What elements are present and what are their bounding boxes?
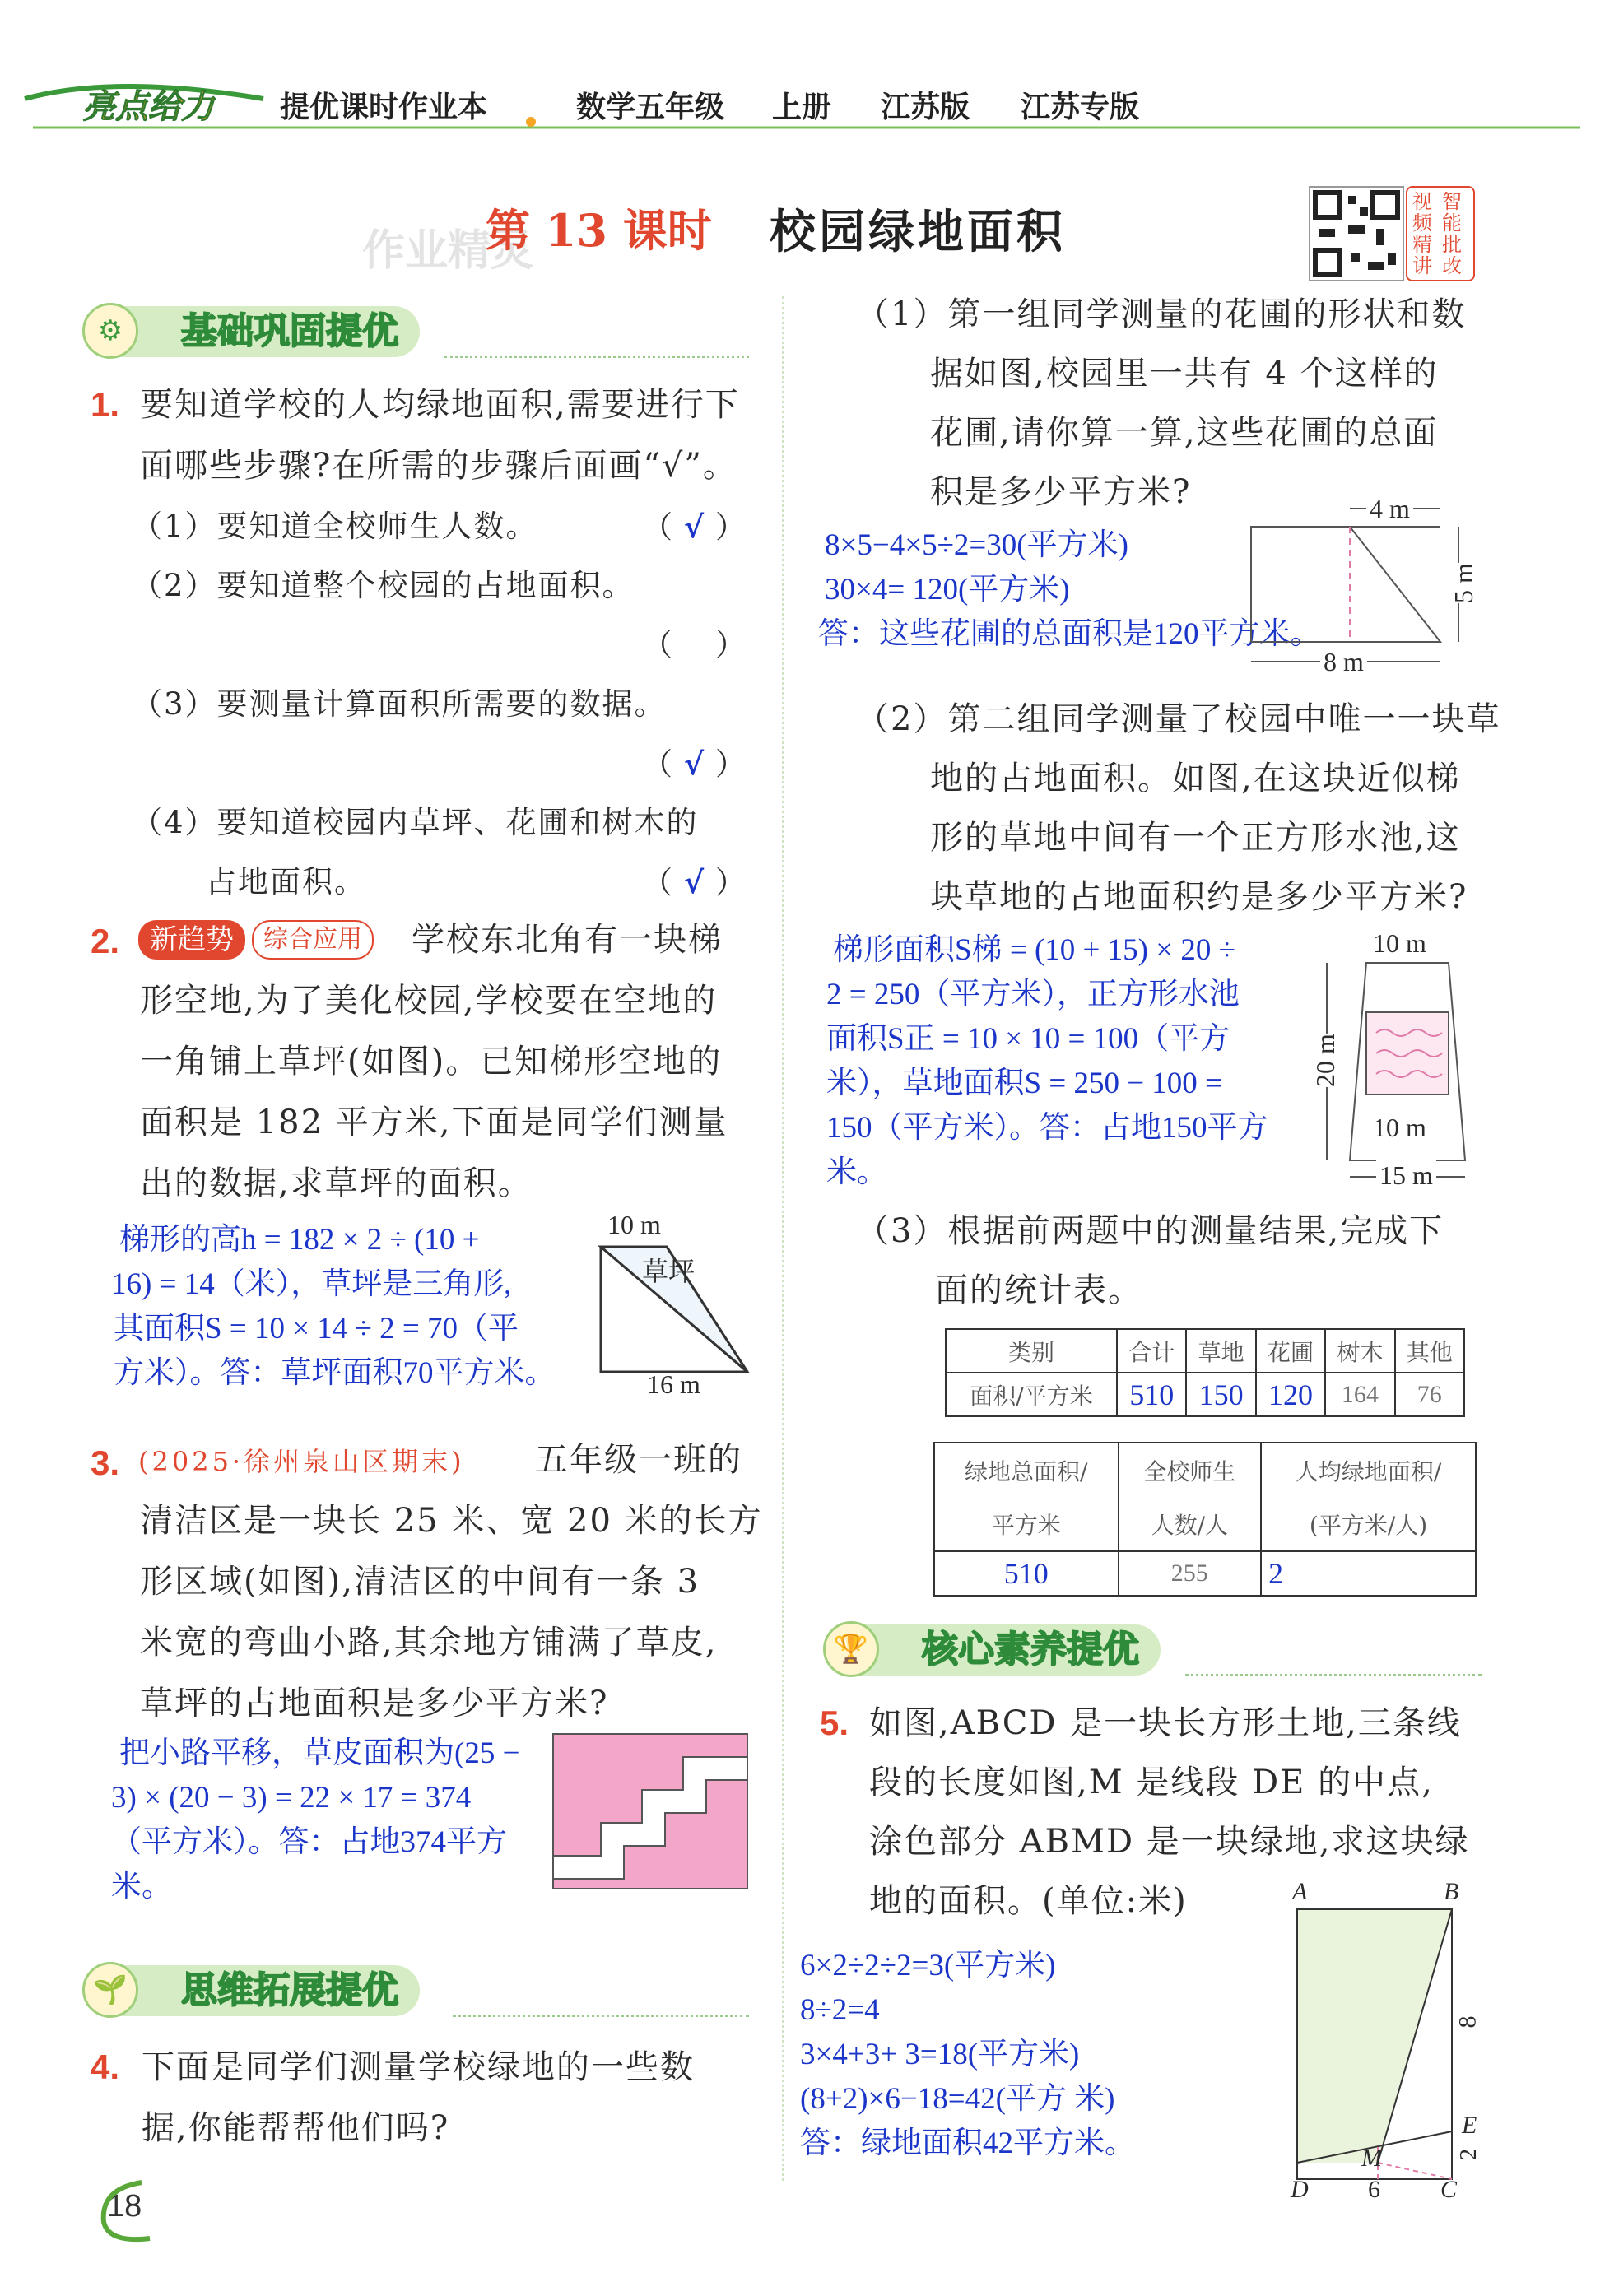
q1-item-1: （1）要知道全校师生人数。	[132, 509, 538, 544]
trophy-icon: 🏆	[823, 1621, 879, 1677]
qr-label-text-2: 智能批改	[1442, 190, 1462, 277]
th-green-area: 绿地总面积/	[934, 1443, 1119, 1497]
q4-p1-answer-3: 答：这些花圃的总面积是120平方米。	[818, 617, 1321, 651]
q5-label-M: M	[1361, 2145, 1382, 2172]
q2-answer-2: 16) = 14（米），草坪是三角形,	[111, 1267, 512, 1301]
q4-p2-answer-5: 150（平方米）。答：占地150平方	[826, 1111, 1268, 1145]
q2-line-5: 出的数据,求草坪的面积。	[140, 1164, 533, 1202]
q3-answer-1: 把小路平移，草皮面积为(25 −	[119, 1736, 520, 1770]
page-number: 18	[107, 2189, 142, 2224]
paren-left: （	[642, 509, 674, 545]
q4-p1-line-2: 据如图,校园里一共有 4 个这样的	[930, 355, 1439, 393]
q2-fig-bottom: 16 m	[647, 1369, 700, 1399]
q5-answer-5: 答：绿地面积42平方米。	[800, 2126, 1135, 2160]
cell-other: 76	[1395, 1373, 1464, 1416]
q5-answer-2: 8÷2=4	[800, 1993, 880, 2027]
q1-blank-1	[642, 497, 747, 557]
q1-item-4b: 占地面积。	[206, 864, 366, 899]
q2-line-3: 一角铺上草坪(如图)。已知梯形空地的	[140, 1043, 723, 1081]
green-area-ABMD	[1297, 1909, 1452, 2163]
section-divider	[444, 356, 749, 358]
th-total: 合计	[1117, 1329, 1186, 1373]
q2-line-2: 形空地,为了美化校园,学校要在空地的	[140, 982, 718, 1020]
section-thinking-title: 思维拓展提优	[107, 1965, 420, 2016]
q5-line-1: 如图,ABCD 是一块长方形土地,三条线	[869, 1704, 1462, 1742]
q4-p2-line-1: （2）第二组同学测量了校园中唯一一块草	[856, 700, 1501, 738]
q2-number: 2.	[91, 922, 120, 960]
q4-p1-line-1: （1）第一组同学测量的花圃的形状和数	[856, 295, 1467, 333]
header-edition: 江苏版	[881, 91, 970, 124]
square-pool	[1366, 1012, 1449, 1095]
q2-answer-1: 梯形的高h = 182 × 2 ÷ (10 +	[119, 1223, 480, 1257]
th-flowerbed: 花圃	[1256, 1329, 1325, 1373]
q5-line-4: 地的面积。(单位:米)	[869, 1882, 1188, 1920]
q5-length-2: 2	[1456, 2149, 1482, 2160]
q4-line-2: 据,你能帮帮他们吗?	[142, 2109, 450, 2147]
flowerbed-shape	[1251, 527, 1440, 642]
paren-left: （	[642, 627, 674, 662]
qr-label	[1406, 186, 1475, 281]
paren-left: （	[642, 746, 674, 782]
cell-population: 255	[1119, 1551, 1262, 1596]
q5-answer-1: 6×2÷2÷2=3(平方米)	[800, 1949, 1056, 1982]
q4-number: 4.	[91, 2047, 120, 2086]
q4-p2-answer-1: 梯形面积S梯 = (10 + 15) × 20 ÷	[833, 933, 1235, 967]
q2-line-4: 面积是 182 平方米,下面是同学们测量	[140, 1104, 728, 1141]
q3-line-4: 米宽的弯曲小路,其余地方铺满了草皮,	[140, 1624, 718, 1662]
q3-answer-4: 米。	[111, 1870, 172, 1903]
th-other: 其他	[1395, 1329, 1464, 1373]
q1-number: 1.	[91, 385, 120, 424]
paren-right: ）	[715, 865, 747, 900]
q1-blank-2	[642, 616, 747, 675]
q4-p2-answer-3: 面积S正 = 10 × 10 = 100（平方	[826, 1022, 1230, 1056]
q1-item-4a: （4）要知道校园内草坪、花圃和树木的	[132, 805, 699, 840]
stats-table-2	[933, 1442, 1477, 1597]
q4-p3-line-2: 面的统计表。	[935, 1271, 1142, 1309]
section-basic-title: 基础巩固提优	[107, 306, 420, 357]
q4-p2-answer-6: 米。	[826, 1155, 887, 1189]
q1-stem-2: 面哪些步骤?在所需的步骤后面画“√”。	[140, 447, 737, 485]
q3-answer-3: （平方米）。答：占地374平方	[111, 1825, 507, 1859]
qr-pattern	[1310, 188, 1403, 280]
section-divider	[1185, 1674, 1482, 1676]
th-grass: 草地	[1186, 1329, 1255, 1373]
q4-grassland-figure	[1317, 930, 1482, 1193]
th-population-unit: 人数/人	[1119, 1497, 1262, 1551]
q2-answer-4: 方米）。答：草坪面积70平方米。	[114, 1356, 556, 1390]
stats-table-1	[945, 1328, 1465, 1417]
q4-p1-line-4: 积是多少平方米?	[930, 473, 1192, 511]
q1-answer-1[interactable]: √	[683, 509, 706, 545]
q4-p1-fig-top: 4 m	[1366, 494, 1413, 524]
q4-p2-line-3: 形的草地中间有一个正方形水池,这	[930, 819, 1461, 857]
q2-tag-applied: 综合应用	[252, 920, 374, 960]
cell-total[interactable]: 510	[1117, 1373, 1186, 1416]
th-category: 类别	[946, 1329, 1117, 1373]
paren-left: （	[642, 865, 674, 900]
header-grade: 数学五年级	[576, 91, 725, 124]
th-trees: 树木	[1325, 1329, 1394, 1373]
q4-p2-line-2: 地的占地面积。如图,在这块近似梯	[930, 760, 1461, 797]
qr-label-text: 视频精讲	[1412, 190, 1432, 277]
q4-p2-answer-2: 2 = 250（平方米），正方形水池	[826, 978, 1240, 1011]
q2-answer-3: 其面积S = 10 × 14 ÷ 2 = 70（平	[114, 1312, 519, 1346]
q5-answer-4: (8+2)×6−18=42(平方 米)	[800, 2082, 1115, 2116]
q3-line-2: 清洁区是一块长 25 米、宽 20 米的长方	[140, 1502, 763, 1540]
q1-answer-4[interactable]: √	[683, 864, 706, 900]
header-bar	[16, 66, 1580, 132]
q1-item-3: （3）要测量计算面积所需要的数据。	[132, 686, 667, 722]
header-subtitle: 提优课时作业本	[280, 91, 488, 124]
paren-right: ）	[715, 746, 747, 782]
q1-blank-3	[642, 734, 747, 794]
q3-source: (2025·徐州泉山区期末)	[138, 1446, 465, 1477]
paren-right: ）	[715, 509, 747, 545]
q3-number: 3.	[91, 1443, 120, 1482]
q5-label-C: C	[1440, 2176, 1458, 2203]
section-divider	[453, 2015, 749, 2017]
q3-line-1: 五年级一班的	[535, 1441, 742, 1479]
q3-answer-2: 3) × (20 − 3) = 22 × 17 = 374	[111, 1781, 472, 1815]
q4-p3-line-1: （3）根据前两题中的测量结果,完成下	[856, 1212, 1444, 1250]
q5-number: 5.	[820, 1703, 849, 1742]
q4-p2-answer-4: 米），草地面积S = 250 − 100 =	[826, 1067, 1222, 1100]
q4-p2-fig-inner: 10 m	[1373, 1113, 1426, 1142]
q4-p1-fig-bottom: 8 m	[1320, 647, 1367, 677]
q1-blank-4	[642, 853, 747, 913]
q4-p2-line-4: 块草地的占地面积约是多少平方米?	[930, 878, 1468, 916]
q5-line-3: 涂色部分 ABMD 是一块绿地,求这块绿	[869, 1823, 1470, 1861]
brand-logo: 亮点给力	[82, 88, 214, 126]
th-per-capita: 人均绿地面积/	[1261, 1443, 1476, 1497]
paren-right: ）	[715, 627, 747, 662]
q5-line-2: 段的长度如图,M 是线段 DE 的中点,	[869, 1764, 1434, 1801]
q5-rectangle-figure	[1284, 1893, 1498, 2189]
q3-line-5: 草坪的占地面积是多少平方米?	[140, 1685, 609, 1722]
q4-p2-fig-side: 20 m	[1310, 1034, 1340, 1087]
q2-fig-lawn: 草坪	[642, 1256, 696, 1287]
sprout-icon: 🌱	[82, 1962, 138, 2018]
header-volume: 上册	[772, 91, 832, 124]
q1-answer-3[interactable]: √	[683, 746, 706, 782]
q4-line-1: 下面是同学们测量学校绿地的一些数	[142, 2048, 695, 2086]
watermark: 作业精灵	[362, 226, 534, 276]
q5-label-A: A	[1292, 1878, 1308, 1905]
th-green-area-unit: 平方米	[934, 1497, 1119, 1551]
q5-label-E: E	[1462, 2112, 1477, 2139]
cell-trees: 164	[1325, 1373, 1394, 1416]
q3-line-3: 形区域(如图),清洁区的中间有一条 3	[140, 1563, 700, 1601]
qr-code[interactable]	[1309, 186, 1404, 281]
q2-line-1: 学校东北角有一块梯	[412, 921, 723, 959]
q5-label-B: B	[1444, 1878, 1459, 1905]
q4-p1-answer-1: 8×5−4×5÷2=30(平方米)	[825, 528, 1128, 562]
lesson-title: 校园绿地面积	[770, 205, 1066, 259]
page-swirl-icon	[92, 2173, 166, 2247]
q4-p2-fig-bottom: 15 m	[1376, 1160, 1436, 1191]
cell-grass[interactable]: 150	[1186, 1373, 1255, 1416]
q4-p2-fig-top: 10 m	[1373, 928, 1426, 958]
section-core-title: 核心素养提优	[848, 1624, 1161, 1676]
q3-lawn-figure	[551, 1732, 749, 1890]
row-label-area: 面积/平方米	[946, 1373, 1117, 1416]
column-divider	[782, 296, 784, 2181]
q1-stem-1: 要知道学校的人均绿地面积,需要进行下	[140, 386, 740, 424]
q2-fig-top: 10 m	[607, 1210, 661, 1239]
th-per-capita-unit: (平方米/人)	[1261, 1497, 1476, 1551]
lesson-number: 第 13 课时	[486, 204, 712, 257]
cell-per-capita[interactable]: 2	[1261, 1551, 1476, 1596]
gear-icon: ⚙	[82, 303, 138, 359]
q5-length-8: 8	[1454, 2015, 1482, 2029]
header-special: 江苏专版	[1021, 91, 1140, 124]
q4-p1-line-3: 花圃,请你算一算,这些花圃的总面	[930, 414, 1439, 452]
q4-p1-answer-2: 30×4= 120(平方米)	[825, 573, 1070, 607]
q5-length-6: 6	[1368, 2176, 1380, 2203]
q2-tag-new: 新趋势	[138, 920, 245, 960]
cell-green-area[interactable]: 510	[934, 1551, 1119, 1596]
q5-answer-3: 3×4+3+ 3=18(平方米)	[800, 2038, 1080, 2071]
q1-item-2: （2）要知道整个校园的占地面积。	[132, 568, 635, 603]
q5-label-D: D	[1291, 2176, 1309, 2203]
th-population: 全校师生	[1119, 1443, 1262, 1497]
q4-p1-fig-side: 5 m	[1448, 563, 1478, 603]
cell-flowerbed[interactable]: 120	[1256, 1373, 1325, 1416]
